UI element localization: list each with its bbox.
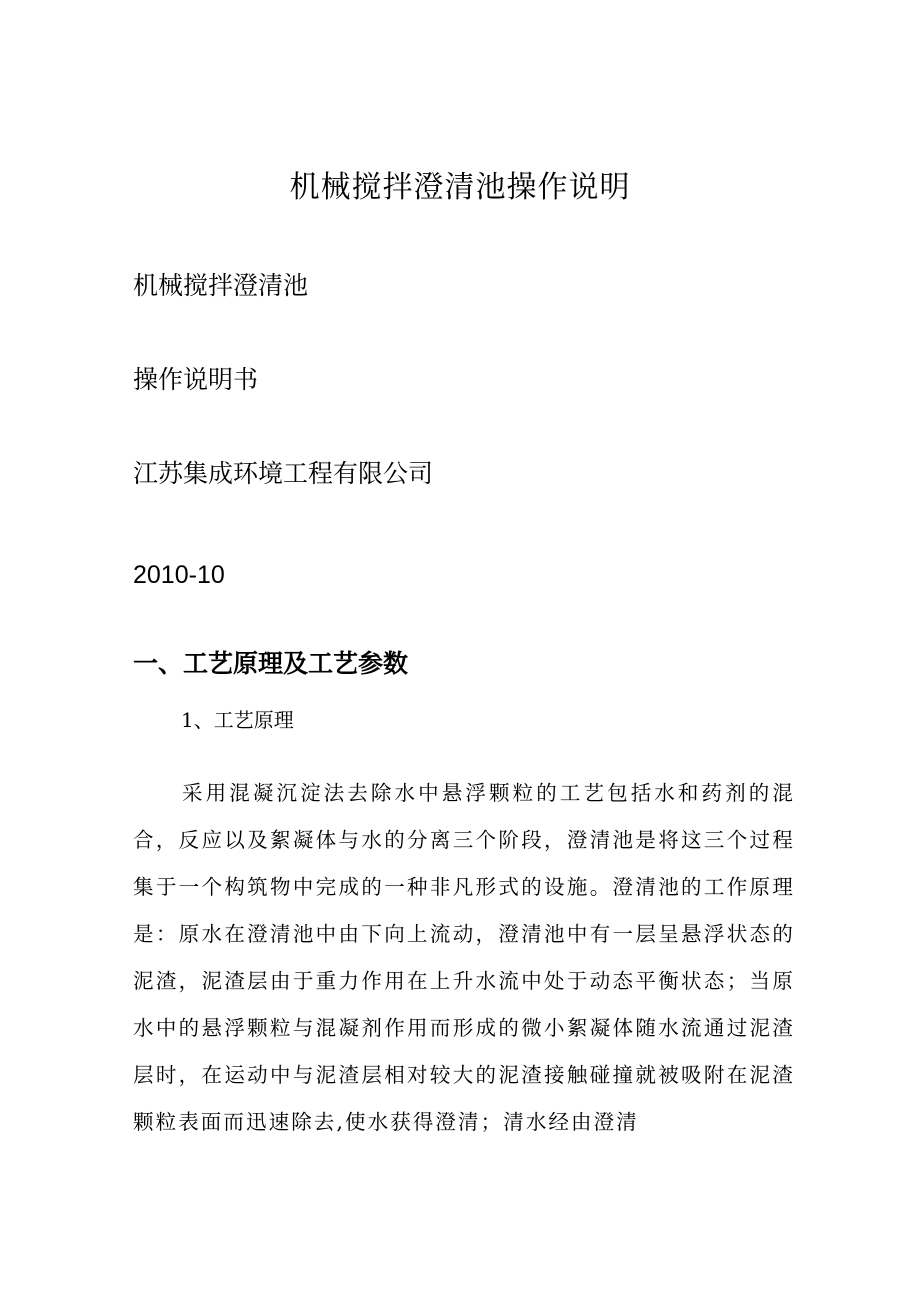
document-date: 2010-10 (133, 561, 225, 589)
section-heading-process-principle-parameters: 一、工艺原理及工艺参数 (133, 650, 409, 678)
document-title: 机械搅拌澄清池操作说明 (289, 170, 631, 205)
company-name: 江苏集成环境工程有限公司 (133, 460, 434, 488)
cover-subtitle: 机械搅拌澄清池 (133, 272, 309, 300)
cover-manual-label: 操作说明书 (133, 366, 259, 394)
subsection-heading-process-principle: 1、工艺原理 (181, 708, 294, 732)
process-principle-paragraph: 采用混凝沉淀法去除水中悬浮颗粒的工艺包括水和药剂的混合，反应以及絮凝体与水的分离三个阶段，澄清池是将这三个过程集于一个构筑物中完成的一种非凡形式的设施。澄清池的工作原理是：原水在澄清池中由下向上流动，澄清池中有一层呈悬浮状态的泥渣，泥渣层由于重力作用在上升水流中处于动态平衡状态；当原水中的悬浮颗粒与混凝剂作用而形成的微小絮凝体随水流通过泥渣层时，在运动中与泥渣层相对较大的泥渣接触碰撞就被吸附在泥渣颗粒表面而迅速除去,使水获得澄清；清水经由澄清 (133, 781, 795, 1134)
